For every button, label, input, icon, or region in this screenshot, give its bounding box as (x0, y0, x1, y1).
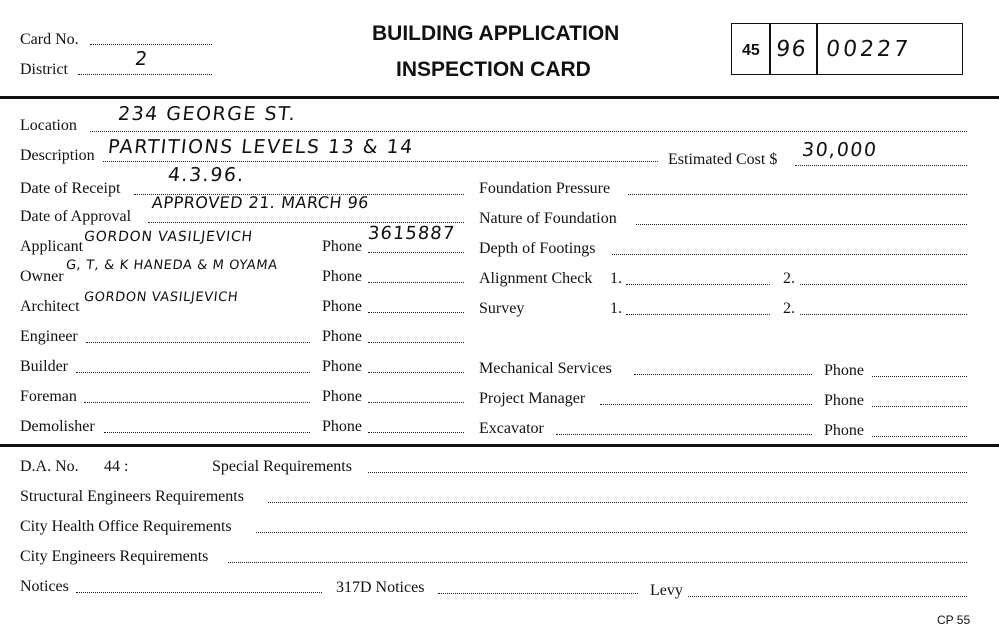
nature-foundation-field (636, 224, 967, 225)
health-label: City Health Office Requirements (20, 518, 232, 535)
date-approval-label: Date of Approval (20, 208, 132, 225)
notices-317d-field (438, 593, 638, 594)
special-req-label: Special Requirements (212, 458, 352, 475)
title-line-1: BUILDING APPLICATION (372, 22, 620, 45)
mechanical-phone-label: Phone (824, 362, 864, 379)
demolisher-field (104, 432, 310, 433)
location-value: 234 GEORGE ST. (116, 103, 298, 125)
da-no-label: D.A. No. (20, 458, 79, 475)
section-divider (0, 444, 999, 447)
levy-label: Levy (650, 582, 683, 599)
foundation-pressure-field (628, 194, 967, 195)
foreman-label: Foreman (20, 388, 77, 405)
special-req-field (368, 472, 967, 473)
card-number-divider (816, 23, 818, 75)
structural-label: Structural Engineers Requirements (20, 488, 244, 505)
survey-1-label: 1. (610, 300, 622, 317)
project-manager-phone-field (872, 406, 967, 407)
title-line-2: INSPECTION CARD (396, 58, 591, 81)
excavator-field (556, 434, 812, 435)
header-divider (0, 96, 999, 99)
survey-1-field (626, 314, 770, 315)
district-field (78, 74, 212, 75)
excavator-phone-field (872, 436, 967, 437)
alignment-check-1-field (626, 284, 770, 285)
alignment-check-1-label: 1. (610, 270, 622, 287)
excavator-phone-label: Phone (824, 422, 864, 439)
builder-phone-field (368, 372, 464, 373)
owner-phone-label: Phone (322, 268, 362, 285)
applicant-phone-value: 3615887 (366, 223, 457, 244)
engineer-field (86, 342, 310, 343)
mechanical-label: Mechanical Services (479, 360, 612, 377)
foreman-phone-field (368, 402, 464, 403)
card-no-field (90, 44, 212, 45)
builder-label: Builder (20, 358, 68, 375)
description-label: Description (20, 147, 95, 164)
depth-footings-field (612, 254, 967, 255)
foreman-phone-label: Phone (322, 388, 362, 405)
engineer-phone-label: Phone (322, 328, 362, 345)
architect-phone-label: Phone (322, 298, 362, 315)
card-number-divider (769, 23, 771, 75)
mechanical-phone-field (872, 376, 967, 377)
applicant-phone-label: Phone (322, 238, 362, 255)
estimated-cost-field (795, 165, 967, 166)
card-number-serial: 00227 (824, 37, 913, 62)
applicant-phone-field (368, 252, 464, 253)
depth-footings-label: Depth of Footings (479, 240, 596, 257)
project-manager-field (600, 404, 812, 405)
date-approval-value: APPROVED 21. MARCH 96 (151, 193, 370, 212)
district-value: 2 (133, 48, 150, 70)
district-label: District (20, 61, 68, 78)
date-receipt-label: Date of Receipt (20, 180, 121, 197)
survey-2-label: 2. (783, 300, 795, 317)
alignment-check-label: Alignment Check (479, 270, 593, 287)
project-manager-phone-label: Phone (824, 392, 864, 409)
levy-field (688, 596, 967, 597)
foreman-field (84, 402, 310, 403)
demolisher-label: Demolisher (20, 418, 95, 435)
applicant-label: Applicant (20, 238, 84, 255)
alignment-check-2-field (800, 284, 967, 285)
demolisher-phone-label: Phone (322, 418, 362, 435)
notices-label: Notices (20, 578, 69, 595)
health-field (256, 532, 967, 533)
owner-value: G, T, & K HANEDA & M OYAMA (65, 258, 279, 273)
card-no-label: Card No. (20, 31, 79, 48)
card-number-year: 96 (774, 37, 809, 62)
engineer-phone-field (368, 342, 464, 343)
project-manager-label: Project Manager (479, 390, 586, 407)
location-label: Location (20, 117, 77, 134)
date-receipt-value: 4.3.96. (166, 164, 247, 186)
notices-field (76, 592, 322, 593)
nature-foundation-label: Nature of Foundation (479, 210, 617, 227)
architect-phone-field (368, 312, 464, 313)
architect-value: GORDON VASILJEVICH (83, 290, 239, 305)
form-code: CP 55 (937, 613, 971, 627)
foundation-pressure-label: Foundation Pressure (479, 180, 611, 197)
engineer-label: Engineer (20, 328, 78, 345)
da-no-value: 44 : (104, 458, 129, 475)
builder-phone-label: Phone (322, 358, 362, 375)
builder-field (76, 372, 310, 373)
owner-phone-field (368, 282, 464, 283)
demolisher-phone-field (368, 432, 464, 433)
card-number-prefix: 45 (742, 42, 760, 59)
survey-2-field (800, 314, 967, 315)
owner-label: Owner (20, 268, 64, 285)
location-field (90, 131, 967, 132)
notices-317d-label: 317D Notices (336, 579, 425, 596)
description-field (103, 161, 658, 162)
description-value: PARTITIONS LEVELS 13 & 14 (106, 136, 415, 158)
architect-label: Architect (20, 298, 80, 315)
mechanical-field (634, 374, 812, 375)
alignment-check-2-label: 2. (783, 270, 795, 287)
city-eng-label: City Engineers Requirements (20, 548, 209, 565)
estimated-cost-label: Estimated Cost $ (668, 151, 778, 168)
structural-field (268, 502, 967, 503)
estimated-cost-value: 30,000 (800, 139, 879, 161)
survey-label: Survey (479, 300, 525, 317)
city-eng-field (228, 562, 967, 563)
applicant-value: GORDON VASILJEVICH (83, 229, 254, 245)
excavator-label: Excavator (479, 420, 544, 437)
